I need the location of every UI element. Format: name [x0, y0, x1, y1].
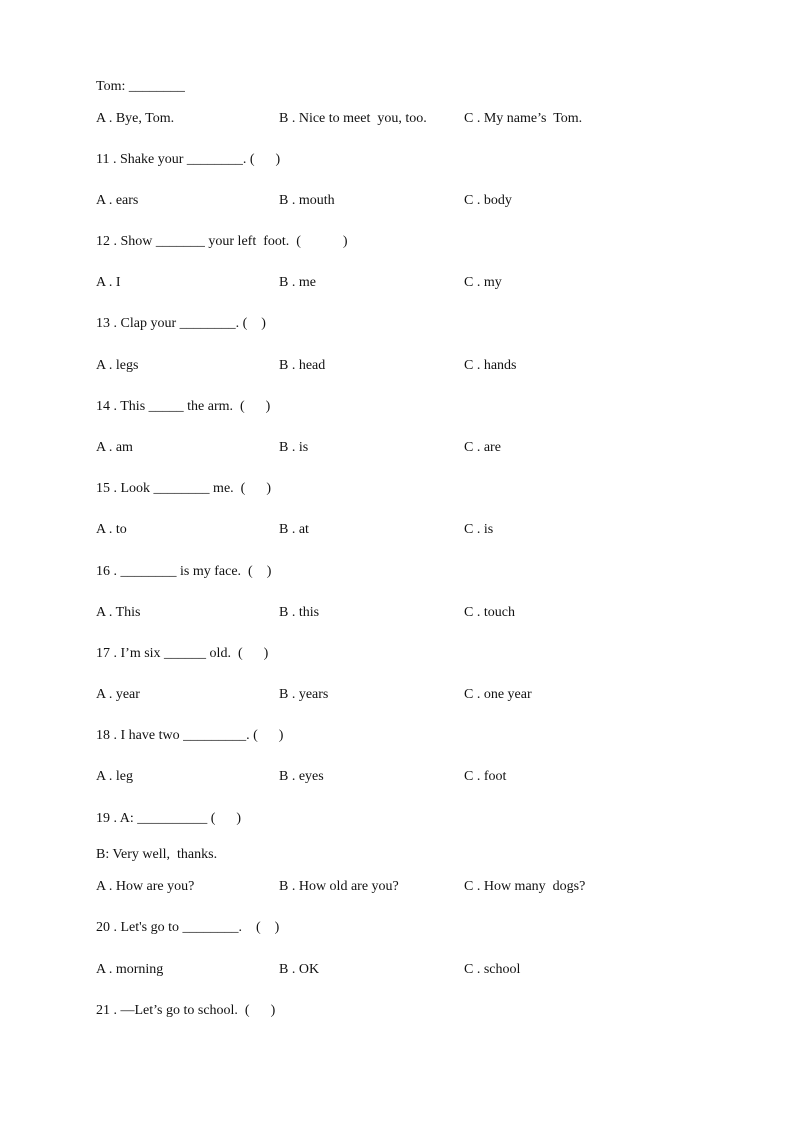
- option-a: A . ears: [96, 193, 139, 208]
- option-b: B . years: [279, 687, 329, 702]
- question-line: Tom: ________: [96, 79, 185, 94]
- option-b: B . at: [279, 522, 309, 537]
- question-line: 12 . Show _______ your left foot. ( ): [96, 234, 348, 249]
- option-a: A . year: [96, 687, 140, 702]
- option-b: B . is: [279, 440, 309, 455]
- option-c: C . one year: [464, 687, 532, 702]
- option-c: C . hands: [464, 358, 517, 373]
- option-a: A . This: [96, 605, 141, 620]
- question-line: 20 . Let's go to ________. ( ): [96, 920, 280, 935]
- option-c: C . How many dogs?: [464, 879, 586, 894]
- option-c: C . body: [464, 193, 512, 208]
- option-a: A . How are you?: [96, 879, 195, 894]
- option-c: C . is: [464, 522, 494, 537]
- option-a: A . to: [96, 522, 127, 537]
- question-line: 18 . I have two _________. ( ): [96, 728, 284, 743]
- option-c: C . foot: [464, 769, 507, 784]
- question-line: 13 . Clap your ________. ( ): [96, 316, 266, 331]
- option-a: A . I: [96, 275, 121, 290]
- option-b: B . this: [279, 605, 320, 620]
- option-b: B . Nice to meet you, too.: [279, 111, 427, 126]
- option-a: A . Bye, Tom.: [96, 111, 175, 126]
- option-b: B . How old are you?: [279, 879, 399, 894]
- question-line: 19 . A: __________ ( ): [96, 811, 242, 826]
- option-a: A . am: [96, 440, 133, 455]
- question-line: 11 . Shake your ________. ( ): [96, 152, 281, 167]
- option-c: C . My name’s Tom.: [464, 111, 583, 126]
- option-b: B . OK: [279, 962, 320, 977]
- option-c: C . school: [464, 962, 521, 977]
- question-line: 16 . ________ is my face. ( ): [96, 564, 272, 579]
- question-line: 21 . —Let’s go to school. ( ): [96, 1003, 276, 1018]
- option-a: A . morning: [96, 962, 164, 977]
- option-a: A . leg: [96, 769, 133, 784]
- question-line: 17 . I’m six ______ old. ( ): [96, 646, 269, 661]
- option-b: B . eyes: [279, 769, 324, 784]
- option-c: C . are: [464, 440, 501, 455]
- option-b: B . head: [279, 358, 326, 373]
- option-b: B . me: [279, 275, 316, 290]
- question-line: B: Very well, thanks.: [96, 847, 218, 862]
- option-c: C . touch: [464, 605, 515, 620]
- option-a: A . legs: [96, 358, 139, 373]
- question-line: 15 . Look ________ me. ( ): [96, 481, 271, 496]
- option-b: B . mouth: [279, 193, 335, 208]
- option-c: C . my: [464, 275, 502, 290]
- question-line: 14 . This _____ the arm. ( ): [96, 399, 271, 414]
